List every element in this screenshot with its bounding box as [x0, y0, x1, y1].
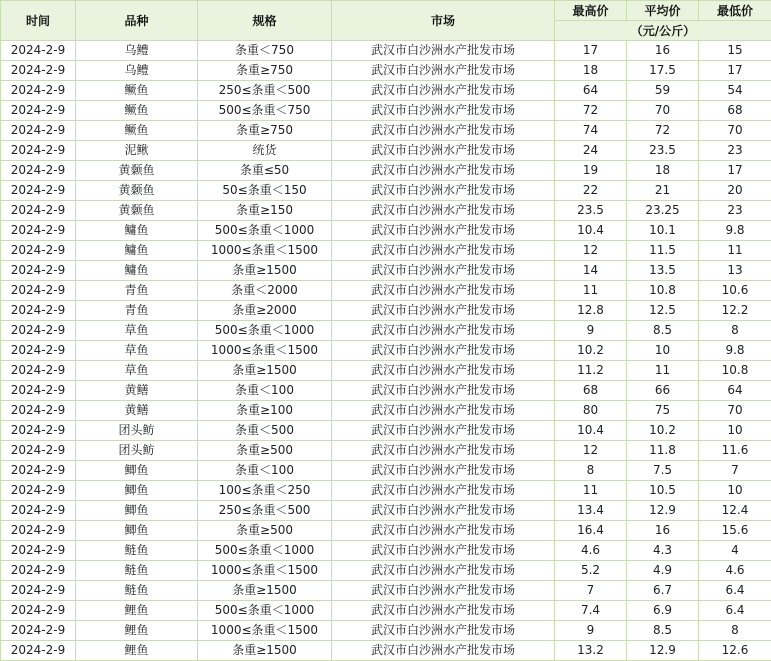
table-row	[1, 441, 771, 461]
cell-max-price: 11	[555, 281, 627, 301]
header-max-price: 最高价	[555, 1, 627, 21]
table-row	[1, 561, 771, 581]
cell-max-price: 13.4	[555, 501, 627, 521]
cell-date: 2024-2-9	[1, 441, 76, 461]
table-row	[1, 341, 771, 361]
cell-avg-price: 10.2	[627, 421, 699, 441]
header-market: 市场	[332, 1, 555, 41]
cell-max-price: 11	[555, 481, 627, 501]
cell-min-price: 12.4	[699, 501, 771, 521]
cell-avg-price: 16	[627, 521, 699, 541]
cell-max-price: 19	[555, 161, 627, 181]
cell-spec: 条重＜100	[198, 461, 332, 481]
table-row	[1, 61, 771, 81]
cell-date: 2024-2-9	[1, 201, 76, 221]
cell-max-price: 9	[555, 621, 627, 641]
table-row	[1, 141, 771, 161]
cell-date: 2024-2-9	[1, 101, 76, 121]
cell-min-price: 13	[699, 261, 771, 281]
table-header	[1, 1, 771, 41]
cell-date: 2024-2-9	[1, 141, 76, 161]
cell-max-price: 9	[555, 321, 627, 341]
cell-market: 武汉市白沙洲水产批发市场	[332, 481, 555, 501]
cell-date: 2024-2-9	[1, 241, 76, 261]
cell-spec: 1000≤条重＜1500	[198, 561, 332, 581]
header-time: 时间	[1, 1, 76, 41]
cell-market: 武汉市白沙洲水产批发市场	[332, 501, 555, 521]
table-row	[1, 101, 771, 121]
cell-spec: 100≤条重＜250	[198, 481, 332, 501]
cell-spec: 1000≤条重＜1500	[198, 341, 332, 361]
cell-avg-price: 16	[627, 41, 699, 61]
cell-date: 2024-2-9	[1, 421, 76, 441]
cell-avg-price: 17.5	[627, 61, 699, 81]
cell-variety: 黄颡鱼	[76, 161, 198, 181]
cell-date: 2024-2-9	[1, 161, 76, 181]
cell-variety: 黄颡鱼	[76, 181, 198, 201]
cell-min-price: 6.4	[699, 601, 771, 621]
cell-variety: 青鱼	[76, 301, 198, 321]
cell-spec: 条重≥750	[198, 121, 332, 141]
cell-avg-price: 21	[627, 181, 699, 201]
cell-variety: 鲫鱼	[76, 481, 198, 501]
cell-avg-price: 10.1	[627, 221, 699, 241]
cell-date: 2024-2-9	[1, 341, 76, 361]
cell-date: 2024-2-9	[1, 181, 76, 201]
cell-spec: 1000≤条重＜1500	[198, 241, 332, 261]
cell-market: 武汉市白沙洲水产批发市场	[332, 641, 555, 661]
cell-market: 武汉市白沙洲水产批发市场	[332, 381, 555, 401]
cell-spec: 50≤条重＜150	[198, 181, 332, 201]
cell-variety: 草鱼	[76, 361, 198, 381]
table-row	[1, 241, 771, 261]
cell-variety: 鳙鱼	[76, 241, 198, 261]
table-row	[1, 161, 771, 181]
cell-variety: 草鱼	[76, 341, 198, 361]
cell-spec: 条重＜500	[198, 421, 332, 441]
cell-variety: 鳜鱼	[76, 121, 198, 141]
cell-variety: 泥鳅	[76, 141, 198, 161]
cell-avg-price: 11.5	[627, 241, 699, 261]
cell-max-price: 12.8	[555, 301, 627, 321]
cell-min-price: 12.2	[699, 301, 771, 321]
cell-max-price: 10.4	[555, 221, 627, 241]
cell-avg-price: 4.3	[627, 541, 699, 561]
table-row	[1, 481, 771, 501]
table-row	[1, 221, 771, 241]
cell-avg-price: 13.5	[627, 261, 699, 281]
table-row	[1, 521, 771, 541]
cell-spec: 条重≥500	[198, 441, 332, 461]
cell-variety: 乌鳢	[76, 61, 198, 81]
table-row	[1, 121, 771, 141]
cell-spec: 条重≥1500	[198, 581, 332, 601]
cell-market: 武汉市白沙洲水产批发市场	[332, 221, 555, 241]
cell-variety: 团头鲂	[76, 421, 198, 441]
cell-date: 2024-2-9	[1, 81, 76, 101]
table-row	[1, 621, 771, 641]
cell-avg-price: 10.5	[627, 481, 699, 501]
table-row	[1, 41, 771, 61]
cell-variety: 鳜鱼	[76, 81, 198, 101]
cell-avg-price: 4.9	[627, 561, 699, 581]
cell-date: 2024-2-9	[1, 581, 76, 601]
table-row	[1, 261, 771, 281]
cell-avg-price: 10.8	[627, 281, 699, 301]
cell-date: 2024-2-9	[1, 361, 76, 381]
cell-min-price: 17	[699, 61, 771, 81]
header-min-price: 最低价	[699, 1, 771, 21]
cell-market: 武汉市白沙洲水产批发市场	[332, 181, 555, 201]
cell-spec: 1000≤条重＜1500	[198, 621, 332, 641]
cell-min-price: 23	[699, 141, 771, 161]
cell-date: 2024-2-9	[1, 521, 76, 541]
cell-max-price: 80	[555, 401, 627, 421]
cell-market: 武汉市白沙洲水产批发市场	[332, 361, 555, 381]
cell-market: 武汉市白沙洲水产批发市场	[332, 561, 555, 581]
cell-min-price: 4.6	[699, 561, 771, 581]
header-variety: 品种	[76, 1, 198, 41]
cell-spec: 条重≥1500	[198, 361, 332, 381]
cell-max-price: 18	[555, 61, 627, 81]
cell-avg-price: 7.5	[627, 461, 699, 481]
cell-date: 2024-2-9	[1, 401, 76, 421]
cell-max-price: 22	[555, 181, 627, 201]
cell-min-price: 70	[699, 121, 771, 141]
cell-market: 武汉市白沙洲水产批发市场	[332, 421, 555, 441]
cell-spec: 500≤条重＜1000	[198, 221, 332, 241]
cell-variety: 鳙鱼	[76, 221, 198, 241]
header-spec: 规格	[198, 1, 332, 41]
table-row	[1, 181, 771, 201]
cell-date: 2024-2-9	[1, 641, 76, 661]
cell-variety: 鲢鱼	[76, 581, 198, 601]
cell-spec: 条重≥500	[198, 521, 332, 541]
cell-market: 武汉市白沙洲水产批发市场	[332, 621, 555, 641]
cell-variety: 鲢鱼	[76, 541, 198, 561]
cell-spec: 统货	[198, 141, 332, 161]
cell-spec: 250≤条重＜500	[198, 81, 332, 101]
cell-variety: 黄颡鱼	[76, 201, 198, 221]
cell-min-price: 20	[699, 181, 771, 201]
cell-min-price: 17	[699, 161, 771, 181]
cell-max-price: 68	[555, 381, 627, 401]
cell-date: 2024-2-9	[1, 301, 76, 321]
cell-avg-price: 75	[627, 401, 699, 421]
header-unit: （元/公斤）	[555, 21, 771, 41]
cell-min-price: 11.6	[699, 441, 771, 461]
cell-min-price: 8	[699, 321, 771, 341]
cell-market: 武汉市白沙洲水产批发市场	[332, 101, 555, 121]
cell-avg-price: 8.5	[627, 621, 699, 641]
cell-spec: 条重＜2000	[198, 281, 332, 301]
cell-avg-price: 18	[627, 161, 699, 181]
cell-market: 武汉市白沙洲水产批发市场	[332, 81, 555, 101]
cell-avg-price: 6.9	[627, 601, 699, 621]
cell-spec: 500≤条重＜1000	[198, 541, 332, 561]
cell-min-price: 23	[699, 201, 771, 221]
cell-market: 武汉市白沙洲水产批发市场	[332, 601, 555, 621]
cell-variety: 鳜鱼	[76, 101, 198, 121]
cell-max-price: 72	[555, 101, 627, 121]
cell-spec: 250≤条重＜500	[198, 501, 332, 521]
cell-variety: 黄鳝	[76, 381, 198, 401]
table-row	[1, 401, 771, 421]
cell-variety: 鲤鱼	[76, 621, 198, 641]
cell-variety: 鳙鱼	[76, 261, 198, 281]
cell-max-price: 13.2	[555, 641, 627, 661]
cell-spec: 条重≥750	[198, 61, 332, 81]
table-row	[1, 81, 771, 101]
cell-variety: 草鱼	[76, 321, 198, 341]
cell-max-price: 8	[555, 461, 627, 481]
cell-max-price: 7.4	[555, 601, 627, 621]
cell-date: 2024-2-9	[1, 281, 76, 301]
cell-avg-price: 12.9	[627, 641, 699, 661]
cell-max-price: 10.4	[555, 421, 627, 441]
cell-max-price: 10.2	[555, 341, 627, 361]
cell-spec: 500≤条重＜1000	[198, 321, 332, 341]
cell-market: 武汉市白沙洲水产批发市场	[332, 61, 555, 81]
cell-market: 武汉市白沙洲水产批发市场	[332, 161, 555, 181]
cell-min-price: 10.6	[699, 281, 771, 301]
cell-date: 2024-2-9	[1, 381, 76, 401]
cell-market: 武汉市白沙洲水产批发市场	[332, 241, 555, 261]
cell-date: 2024-2-9	[1, 61, 76, 81]
cell-market: 武汉市白沙洲水产批发市场	[332, 541, 555, 561]
cell-max-price: 23.5	[555, 201, 627, 221]
table-row	[1, 201, 771, 221]
cell-market: 武汉市白沙洲水产批发市场	[332, 301, 555, 321]
cell-avg-price: 59	[627, 81, 699, 101]
cell-spec: 条重≥1500	[198, 261, 332, 281]
cell-date: 2024-2-9	[1, 261, 76, 281]
cell-max-price: 16.4	[555, 521, 627, 541]
cell-variety: 鲢鱼	[76, 561, 198, 581]
table-row	[1, 581, 771, 601]
cell-market: 武汉市白沙洲水产批发市场	[332, 581, 555, 601]
cell-date: 2024-2-9	[1, 561, 76, 581]
cell-variety: 青鱼	[76, 281, 198, 301]
cell-min-price: 10	[699, 481, 771, 501]
cell-date: 2024-2-9	[1, 41, 76, 61]
cell-spec: 500≤条重＜750	[198, 101, 332, 121]
table-row	[1, 541, 771, 561]
table-row	[1, 601, 771, 621]
cell-market: 武汉市白沙洲水产批发市场	[332, 141, 555, 161]
cell-min-price: 15.6	[699, 521, 771, 541]
cell-min-price: 70	[699, 401, 771, 421]
cell-date: 2024-2-9	[1, 321, 76, 341]
cell-market: 武汉市白沙洲水产批发市场	[332, 41, 555, 61]
cell-max-price: 74	[555, 121, 627, 141]
cell-date: 2024-2-9	[1, 461, 76, 481]
table-body	[1, 41, 771, 661]
table-row	[1, 501, 771, 521]
cell-spec: 条重＜750	[198, 41, 332, 61]
cell-date: 2024-2-9	[1, 601, 76, 621]
cell-max-price: 12	[555, 241, 627, 261]
cell-max-price: 24	[555, 141, 627, 161]
cell-min-price: 4	[699, 541, 771, 561]
cell-variety: 黄鳝	[76, 401, 198, 421]
cell-min-price: 54	[699, 81, 771, 101]
cell-variety: 团头鲂	[76, 441, 198, 461]
table-row	[1, 301, 771, 321]
table-row	[1, 361, 771, 381]
cell-spec: 条重≥1500	[198, 641, 332, 661]
cell-market: 武汉市白沙洲水产批发市场	[332, 441, 555, 461]
cell-spec: 条重＜100	[198, 381, 332, 401]
cell-spec: 条重≥2000	[198, 301, 332, 321]
cell-avg-price: 11	[627, 361, 699, 381]
cell-min-price: 9.8	[699, 341, 771, 361]
cell-avg-price: 70	[627, 101, 699, 121]
cell-date: 2024-2-9	[1, 481, 76, 501]
cell-variety: 鲫鱼	[76, 521, 198, 541]
cell-spec: 条重≤50	[198, 161, 332, 181]
cell-date: 2024-2-9	[1, 621, 76, 641]
cell-avg-price: 66	[627, 381, 699, 401]
table-row	[1, 281, 771, 301]
cell-min-price: 11	[699, 241, 771, 261]
cell-min-price: 8	[699, 621, 771, 641]
cell-avg-price: 11.8	[627, 441, 699, 461]
cell-min-price: 6.4	[699, 581, 771, 601]
cell-min-price: 12.6	[699, 641, 771, 661]
cell-max-price: 4.6	[555, 541, 627, 561]
cell-avg-price: 12.9	[627, 501, 699, 521]
cell-date: 2024-2-9	[1, 221, 76, 241]
cell-min-price: 68	[699, 101, 771, 121]
cell-avg-price: 12.5	[627, 301, 699, 321]
cell-max-price: 14	[555, 261, 627, 281]
cell-market: 武汉市白沙洲水产批发市场	[332, 461, 555, 481]
cell-avg-price: 23.5	[627, 141, 699, 161]
cell-date: 2024-2-9	[1, 541, 76, 561]
cell-min-price: 64	[699, 381, 771, 401]
cell-market: 武汉市白沙洲水产批发市场	[332, 341, 555, 361]
cell-market: 武汉市白沙洲水产批发市场	[332, 201, 555, 221]
table-row	[1, 321, 771, 341]
table-row	[1, 641, 771, 661]
cell-market: 武汉市白沙洲水产批发市场	[332, 521, 555, 541]
cell-avg-price: 10	[627, 341, 699, 361]
cell-market: 武汉市白沙洲水产批发市场	[332, 261, 555, 281]
cell-min-price: 10.8	[699, 361, 771, 381]
cell-spec: 条重≥100	[198, 401, 332, 421]
cell-spec: 条重≥150	[198, 201, 332, 221]
cell-market: 武汉市白沙洲水产批发市场	[332, 321, 555, 341]
cell-min-price: 9.8	[699, 221, 771, 241]
cell-avg-price: 72	[627, 121, 699, 141]
cell-max-price: 11.2	[555, 361, 627, 381]
cell-avg-price: 23.25	[627, 201, 699, 221]
cell-date: 2024-2-9	[1, 121, 76, 141]
cell-avg-price: 6.7	[627, 581, 699, 601]
table-row	[1, 381, 771, 401]
cell-market: 武汉市白沙洲水产批发市场	[332, 121, 555, 141]
cell-market: 武汉市白沙洲水产批发市场	[332, 281, 555, 301]
cell-variety: 鲤鱼	[76, 601, 198, 621]
cell-min-price: 10	[699, 421, 771, 441]
cell-variety: 鲤鱼	[76, 641, 198, 661]
cell-max-price: 7	[555, 581, 627, 601]
cell-spec: 500≤条重＜1000	[198, 601, 332, 621]
cell-min-price: 7	[699, 461, 771, 481]
cell-max-price: 64	[555, 81, 627, 101]
cell-market: 武汉市白沙洲水产批发市场	[332, 401, 555, 421]
cell-variety: 乌鳢	[76, 41, 198, 61]
cell-variety: 鲫鱼	[76, 501, 198, 521]
cell-max-price: 17	[555, 41, 627, 61]
cell-max-price: 12	[555, 441, 627, 461]
header-avg-price: 平均价	[627, 1, 699, 21]
cell-date: 2024-2-9	[1, 501, 76, 521]
table-row	[1, 461, 771, 481]
table-row	[1, 421, 771, 441]
cell-max-price: 5.2	[555, 561, 627, 581]
cell-variety: 鲫鱼	[76, 461, 198, 481]
cell-avg-price: 8.5	[627, 321, 699, 341]
cell-min-price: 15	[699, 41, 771, 61]
